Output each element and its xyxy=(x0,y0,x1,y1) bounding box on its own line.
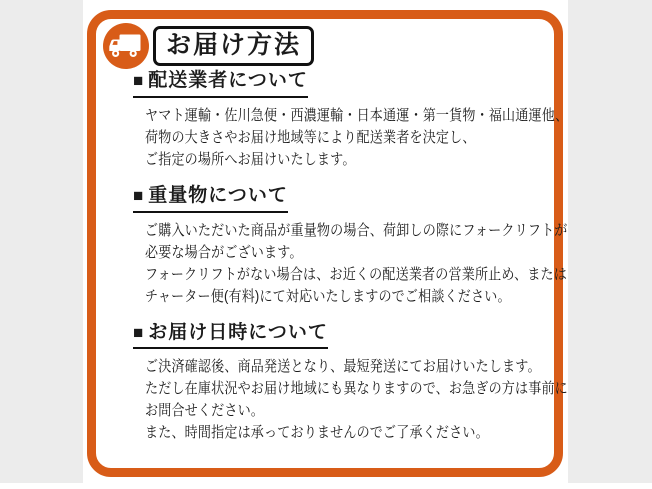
body-line: ご購入いただいた商品が重量物の場合、荷卸しの際にフォークリフトが xyxy=(145,221,568,239)
body-line: チャーター便(有料)にて対応いたしますのでご相談ください。 xyxy=(145,287,511,305)
panel-header xyxy=(103,23,314,69)
section-delivery-datetime-heading xyxy=(133,322,328,350)
delivery-info-panel xyxy=(87,10,569,477)
section-carriers-body xyxy=(145,105,569,171)
section-heavy-items-heading-text: 重量物について xyxy=(148,184,288,206)
bottom-white-band xyxy=(0,483,652,489)
section-heavy-items xyxy=(133,184,568,308)
panel-content xyxy=(133,70,569,444)
body-line: 必要な場合がございます。 xyxy=(145,243,303,261)
body-line: ヤマト運輸・佐川急便・西濃運輸・日本通運・第一貨物・福山通運他、 xyxy=(145,106,569,124)
body-line: お問合せください。 xyxy=(145,402,265,420)
panel-title: お届け方法 xyxy=(166,31,302,60)
section-heavy-items-body xyxy=(145,220,568,308)
square-bullet: ■ xyxy=(133,71,145,90)
square-bullet: ■ xyxy=(133,322,145,342)
body-line: ご指定の場所へお届けいたします。 xyxy=(145,150,356,168)
panel-title-box xyxy=(153,26,314,66)
section-heavy-items-heading xyxy=(133,185,288,213)
body-line: フォークリフトがない場合は、お近くの配送業者の営業所止め、または xyxy=(145,265,568,283)
section-delivery-datetime-body xyxy=(145,356,568,444)
section-carriers-heading-text: 配送業者について xyxy=(148,70,308,91)
body-line: ご決済確認後、商品発送となり、最短発送にてお届けいたします。 xyxy=(145,358,541,376)
delivery-truck-icon xyxy=(103,23,149,69)
body-line: また、時間指定は承っておりませんのでご了承ください。 xyxy=(145,424,489,442)
square-bullet: ■ xyxy=(133,185,145,205)
body-line: 荷物の大きさやお届け地域等により配送業者を決定し、 xyxy=(145,128,476,146)
section-carriers-heading xyxy=(133,70,308,98)
body-line: ただし在庫状況やお届け地域にも異なりますので、お急ぎの方は事前に xyxy=(145,380,568,398)
section-delivery-datetime-heading-text: お届け日時について xyxy=(148,321,328,343)
section-delivery-datetime xyxy=(133,321,568,445)
section-carriers xyxy=(133,70,569,171)
